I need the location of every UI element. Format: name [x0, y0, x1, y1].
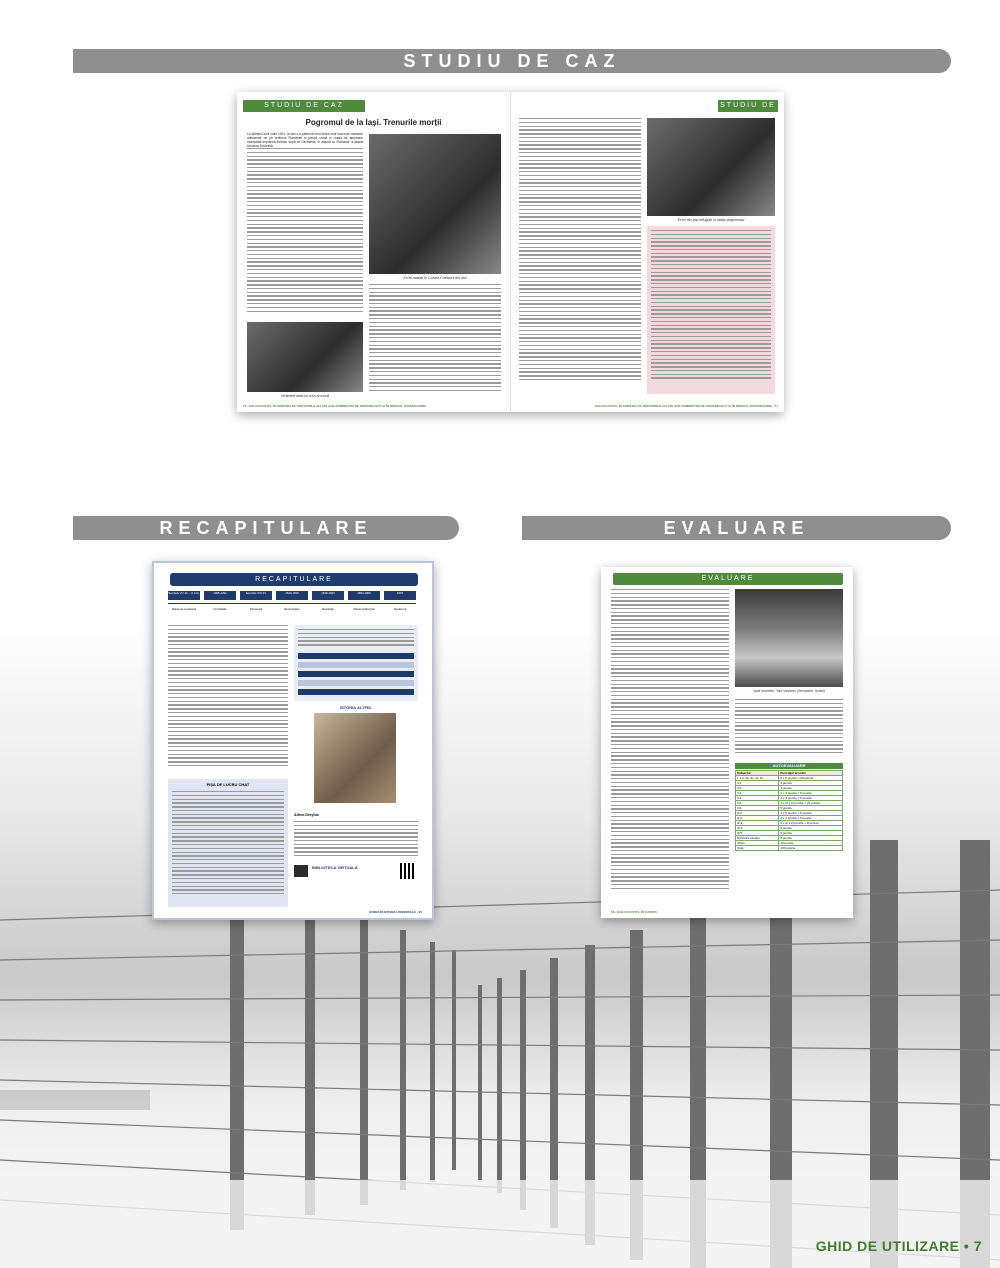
concept-text [298, 629, 414, 649]
caption-train: Victimele dintr-un tren al morții [280, 394, 330, 398]
photo-train [247, 322, 363, 392]
spread-text-col3 [519, 118, 641, 394]
table-cell: 2 x 3 puncte = 6 puncte [779, 791, 843, 796]
concept-row [298, 689, 414, 695]
dreyfus-name: Alfred Dreyfus [294, 813, 319, 817]
virtual-library-title: BIBLIOTECA VIRTUALĂ [312, 865, 358, 870]
table-cell: III.4. [736, 826, 779, 831]
table-header: Punctajul acordat [779, 771, 843, 776]
table-cell: 5 puncte [779, 831, 843, 836]
recap-footer: EVREII ÎN ISTORIA UNIVERSALĂ • 25 [369, 910, 422, 914]
essay-text [735, 699, 843, 759]
table-cell: 5 puncte [779, 826, 843, 831]
table-cell: 2 x (2 x 2) puncte = 8 puncte [779, 821, 843, 826]
table-cell: II.5. [736, 801, 779, 806]
qr-code-icon[interactable] [400, 863, 416, 879]
concept-row [298, 653, 414, 659]
timeline-item: 1894-1906 [348, 591, 380, 600]
table-cell: 10 puncte [779, 841, 843, 846]
table-cell: Total [736, 846, 779, 851]
table-cell: III.2. [736, 816, 779, 821]
timeline-desc: Cruciadele [213, 607, 227, 611]
section-bar-evaluare: EVALUARE [522, 516, 951, 540]
spread-text-col1 [247, 148, 363, 318]
table-cell: II.2. [736, 786, 779, 791]
timeline-desc: Afacerea Dreyfus [353, 607, 375, 611]
concept-row [298, 671, 414, 677]
concept-row [298, 680, 414, 686]
table-cell: 5 x 6 puncte = 30 puncte [779, 776, 843, 781]
recap-exercises [168, 625, 288, 775]
table-cell: 100 puncte [779, 846, 843, 851]
caption-courtyard: Evrei masați în Curtea Chesturii din Iași [403, 276, 467, 280]
timeline-desc: Revoluție [322, 607, 334, 611]
worksheet-text [172, 791, 284, 903]
table-cell: 3 puncte [779, 786, 843, 791]
table-cell: 4 x (2 x 3) puncte = 24 puncte [779, 801, 843, 806]
table-cell: I. 1.a, 2b, 3c, 4c, 5c [736, 776, 779, 781]
activity-box [647, 226, 775, 394]
table-cell: II.6. [736, 806, 779, 811]
photo-jews-courtyard [369, 134, 501, 274]
table-cell: 2 x 3 puncte = 6 puncte [779, 811, 843, 816]
spread-right-header: STUDIU DE [718, 100, 778, 112]
evaluation-footer: 58 • HOLOCAUSTUL ÎN EUROPA [611, 910, 658, 914]
concept-box [294, 625, 418, 701]
timeline-item: 1543-1815 [276, 591, 308, 600]
photo-refugees [647, 118, 775, 216]
timeline-desc: Sionismul [393, 607, 407, 611]
table-cell: Structura eseului [736, 836, 779, 841]
caption-refugees: Evrei din Iași refugiați în stația pogromului [677, 218, 745, 222]
evaluation-card [601, 567, 853, 918]
table-cell: 3 puncte [779, 781, 843, 786]
table-cell: 2 x 3 puncte = 6 puncte [779, 816, 843, 821]
spread-footer-left: 70 • HOLOCAUSTUL ÎN ROMÂNIA PE TERITORIILE AFLATE SUB ADMINISTRAȚIE ROMÂNEASCĂ ȘI ÎN NORDUL TRANSILVANIEI [243, 404, 427, 408]
spread-text-col2 [369, 284, 501, 396]
evaluation-questions [611, 589, 729, 907]
caption-hall-of-names: Sala numelor, Yad Vashem (Ierusalim, Israel) [753, 689, 825, 693]
timeline-item: 1095-1291 [204, 591, 236, 600]
table-cell: III.1. [736, 811, 779, 816]
timeline-desc: Persecuții [249, 607, 263, 611]
concept-row [298, 662, 414, 668]
photo-hall-of-names [735, 589, 843, 687]
self-assessment-header: AUTOEVALUARE [735, 763, 843, 769]
spread-left-page [237, 92, 510, 412]
evaluation-title: EVALUARE [613, 573, 843, 585]
spread-left-header: STUDIU DE CAZ [243, 100, 365, 112]
section-bar-studiu: STUDIU DE CAZ [73, 49, 951, 73]
activity-text [651, 230, 771, 390]
timeline-item: Secolele XIV-XV [240, 591, 272, 600]
table-header: Subiectul [736, 771, 779, 776]
table-cell: 8 puncte [779, 836, 843, 841]
table-cell: 5 puncte [779, 806, 843, 811]
table-cell: III.5. [736, 831, 779, 836]
spread-intro: La sfârșitul lunii iunie 1941, la Iași s-a petrecut unul dintre cele mai mari masacre antisemite de pe teritoriul României și primul crimă în masă de amploare îndreptată împotriva evreilor după ce Germania, în alianță cu România, a atacat Uniunea Sovietică. [247, 132, 363, 149]
table-cell: II.3. [736, 791, 779, 796]
table-cell: II.1. [736, 781, 779, 786]
alt-history-title: ISTORIA ALTFEL [340, 705, 372, 710]
recap-card [152, 561, 434, 920]
case-study-spread [237, 92, 783, 412]
table-cell: III.3. [736, 821, 779, 826]
spread-right-page [510, 92, 784, 412]
spread-title: Pogromul de la Iași. Trenurile morții [305, 118, 442, 127]
section-bar-recapitulare: RECAPITULARE [73, 516, 459, 540]
dreyfus-illustration [314, 713, 396, 803]
laptop-icon [294, 865, 308, 877]
timeline-desc: Emancipare [284, 607, 300, 611]
spread-footer-right: HOLOCAUSTUL ÎN ROMÂNIA PE TERITORIILE AFLATE SUB ADMINISTRAȚIE ROMÂNEASCĂ ȘI ÎN NORDUL TRANSILVANIEI • 71 [594, 404, 778, 408]
worksheet-title: FIȘA DE LUCRU CHAT [206, 782, 250, 787]
dreyfus-text [294, 821, 418, 861]
timeline-desc: Diaspora evreiască [172, 607, 196, 611]
timeline-item: 1897 [384, 591, 416, 600]
table-cell: Oficiu [736, 841, 779, 846]
timeline-item: 1848-1849 [312, 591, 344, 600]
worksheet-box [168, 779, 288, 907]
timeline-item: Secolele VI î.Hr. – II d.Hr. [168, 591, 200, 600]
recap-title: RECAPITULARE [170, 573, 418, 586]
table-row [736, 846, 843, 851]
timeline-line [168, 603, 416, 604]
table-cell: 2 x 3 puncte = 6 puncte [779, 796, 843, 801]
score-table [735, 770, 843, 851]
table-cell: II.4. [736, 796, 779, 801]
guide-footer: GHID DE UTILIZARE • 7 [815, 1238, 982, 1254]
